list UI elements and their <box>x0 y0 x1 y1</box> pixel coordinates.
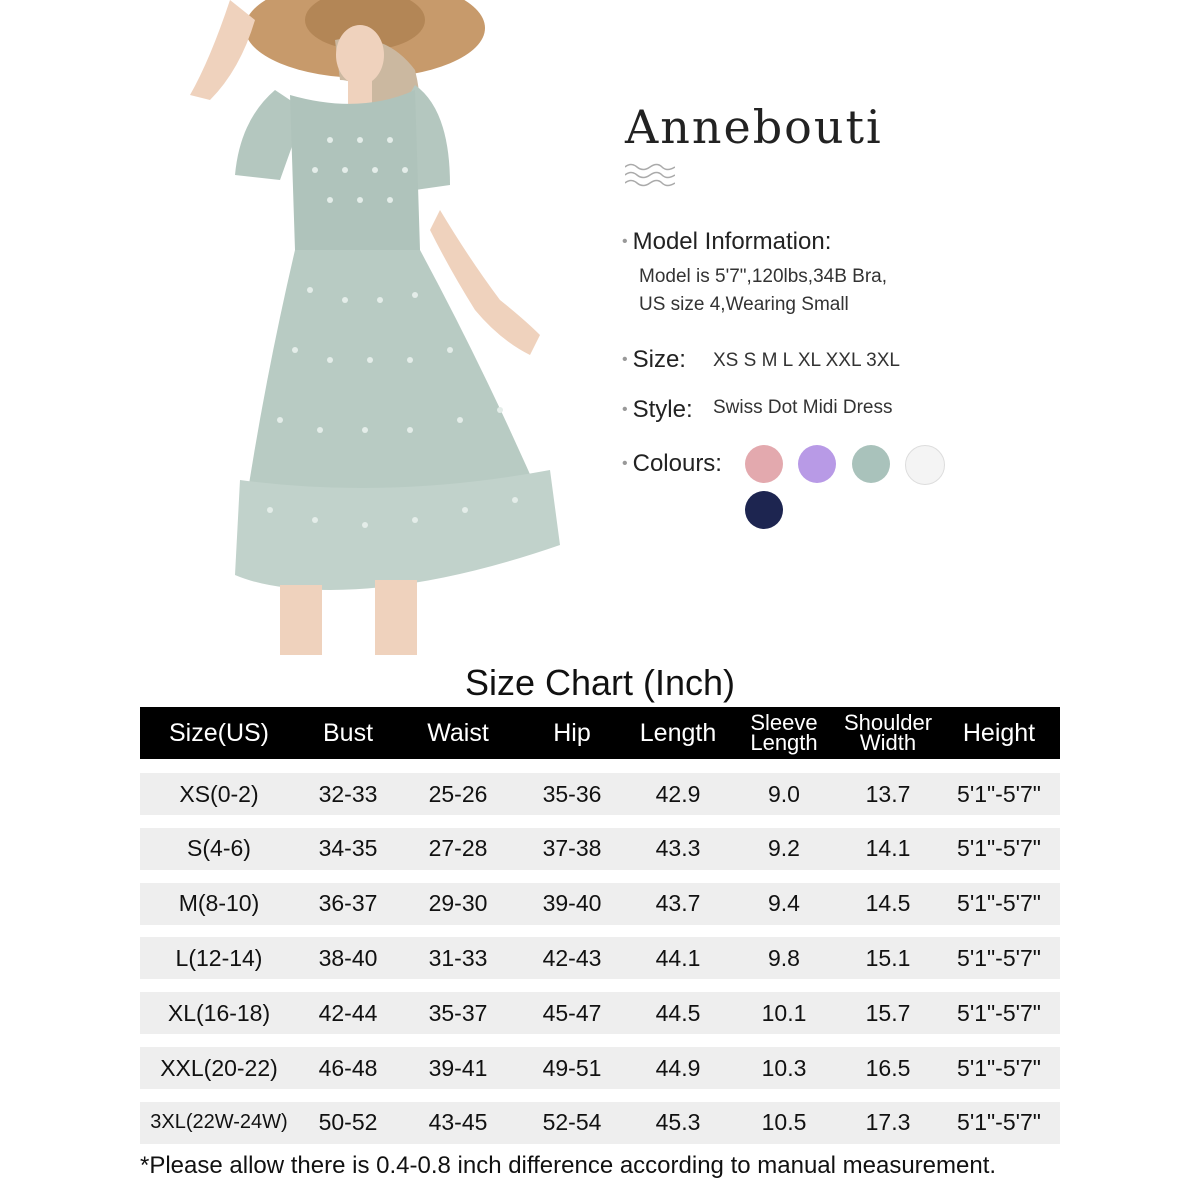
table-cell: XL(16-18) <box>167 999 271 1026</box>
colours-label <box>622 450 722 478</box>
table-cell: 42.9 <box>655 780 701 807</box>
brand-name: Annebouti <box>625 100 883 154</box>
table-row <box>140 937 1060 979</box>
table-cell: 15.1 <box>865 944 911 971</box>
table-cell: 43.7 <box>655 890 701 917</box>
table-cell: 36-37 <box>318 890 378 917</box>
table-cell: 10.1 <box>761 999 807 1026</box>
colour-swatch-white[interactable] <box>905 445 945 485</box>
table-cell: 52-54 <box>542 1109 602 1136</box>
style-label-text: Style: <box>632 396 693 423</box>
header-shoulder-width: Shoulder Width <box>843 710 933 755</box>
model-photo <box>130 0 570 655</box>
table-cell: XXL(20-22) <box>160 1054 278 1081</box>
colour-swatch-pink[interactable] <box>745 445 783 483</box>
header-sleeve-length: Sleeve Length <box>750 710 818 755</box>
table-cell: 10.5 <box>761 1109 807 1136</box>
table-cell: 5'1"-5'7" <box>957 999 1041 1026</box>
header-length: Length <box>639 719 717 747</box>
table-cell: 42-44 <box>318 999 378 1026</box>
bullet-icon: • <box>622 401 628 418</box>
table-cell: 35-36 <box>542 780 602 807</box>
table-cell: 37-38 <box>542 835 602 862</box>
table-cell: 9.4 <box>768 890 800 917</box>
table-cell: 38-40 <box>318 944 378 971</box>
table-cell: 10.3 <box>761 1054 807 1081</box>
table-row <box>140 1102 1060 1144</box>
table-cell: S(4-6) <box>187 835 251 862</box>
table-cell: 5'1"-5'7" <box>957 890 1041 917</box>
table-cell: 46-48 <box>318 1054 378 1081</box>
table-cell: 25-26 <box>428 780 488 807</box>
table-cell: 27-28 <box>428 835 488 862</box>
table-cell: 39-40 <box>542 890 602 917</box>
model-info-text <box>639 263 887 319</box>
table-cell: 9.8 <box>768 944 800 971</box>
bullet-icon: • <box>622 233 628 250</box>
table-cell: 44.5 <box>655 999 701 1026</box>
size-label-text: Size: <box>632 346 686 373</box>
table-row <box>140 828 1060 870</box>
colours-label-text: Colours: <box>632 450 722 477</box>
bullet-icon: • <box>622 351 628 368</box>
table-row <box>140 883 1060 925</box>
model-info-label <box>622 228 831 256</box>
size-chart-title: Size Chart (Inch) <box>464 662 736 703</box>
header-size: Size(US) <box>168 719 269 747</box>
table-cell: 35-37 <box>428 999 488 1026</box>
table-cell: 42-43 <box>542 944 602 971</box>
size-values: XS S M L XL XXL 3XL <box>713 350 900 371</box>
table-cell: 5'1"-5'7" <box>957 1054 1041 1081</box>
table-cell: 45.3 <box>655 1109 701 1136</box>
colour-swatch-navy[interactable] <box>745 491 783 529</box>
table-cell: 44.9 <box>655 1054 701 1081</box>
table-cell: 34-35 <box>318 835 378 862</box>
size-table-header <box>140 707 1060 759</box>
colour-swatch-purple[interactable] <box>798 445 836 483</box>
table-cell: 17.3 <box>865 1109 911 1136</box>
table-cell: 50-52 <box>318 1109 378 1136</box>
style-value: Swiss Dot Midi Dress <box>713 397 893 418</box>
table-cell: 16.5 <box>865 1054 911 1081</box>
table-row <box>140 992 1060 1034</box>
model-info-label-text: Model Information: <box>632 228 832 255</box>
table-cell: 9.0 <box>768 780 800 807</box>
table-cell: 44.1 <box>655 944 701 971</box>
table-cell: 5'1"-5'7" <box>957 1109 1041 1136</box>
waves-icon <box>625 162 675 188</box>
table-cell: 5'1"-5'7" <box>957 835 1041 862</box>
table-cell: 5'1"-5'7" <box>957 780 1041 807</box>
table-cell: 14.5 <box>865 890 911 917</box>
table-cell: L(12-14) <box>175 944 263 971</box>
table-row <box>140 1047 1060 1089</box>
table-cell: 32-33 <box>318 780 378 807</box>
table-cell: 49-51 <box>542 1054 602 1081</box>
colour-swatch-sage[interactable] <box>852 445 890 483</box>
header-bust: Bust <box>322 719 374 747</box>
table-cell: 43-45 <box>428 1109 488 1136</box>
table-cell: 29-30 <box>428 890 488 917</box>
model-info-line-2: US size 4,Wearing Small <box>639 294 849 315</box>
header-waist: Waist <box>427 719 489 747</box>
table-cell: 9.2 <box>768 835 800 862</box>
table-cell: 15.7 <box>865 999 911 1026</box>
style-label <box>622 396 693 424</box>
measurement-footnote: *Please allow there is 0.4-0.8 inch difference according to manual measurement. <box>140 1152 997 1179</box>
table-cell: 39-41 <box>428 1054 488 1081</box>
table-cell: 14.1 <box>865 835 911 862</box>
table-cell: M(8-10) <box>178 890 260 917</box>
table-cell: 5'1"-5'7" <box>957 944 1041 971</box>
table-cell: XS(0-2) <box>179 780 259 807</box>
size-label <box>622 346 686 374</box>
bullet-icon: • <box>622 455 628 472</box>
model-info-line-1: Model is 5'7",120lbs,34B Bra, <box>639 266 888 287</box>
table-cell: 3XL(22W-24W) <box>150 1111 288 1134</box>
table-cell: 31-33 <box>428 944 488 971</box>
header-hip: Hip <box>553 719 591 747</box>
table-cell: 43.3 <box>655 835 701 862</box>
header-height: Height <box>962 719 1036 747</box>
table-row <box>140 773 1060 815</box>
table-cell: 13.7 <box>865 780 911 807</box>
table-cell: 45-47 <box>542 999 602 1026</box>
